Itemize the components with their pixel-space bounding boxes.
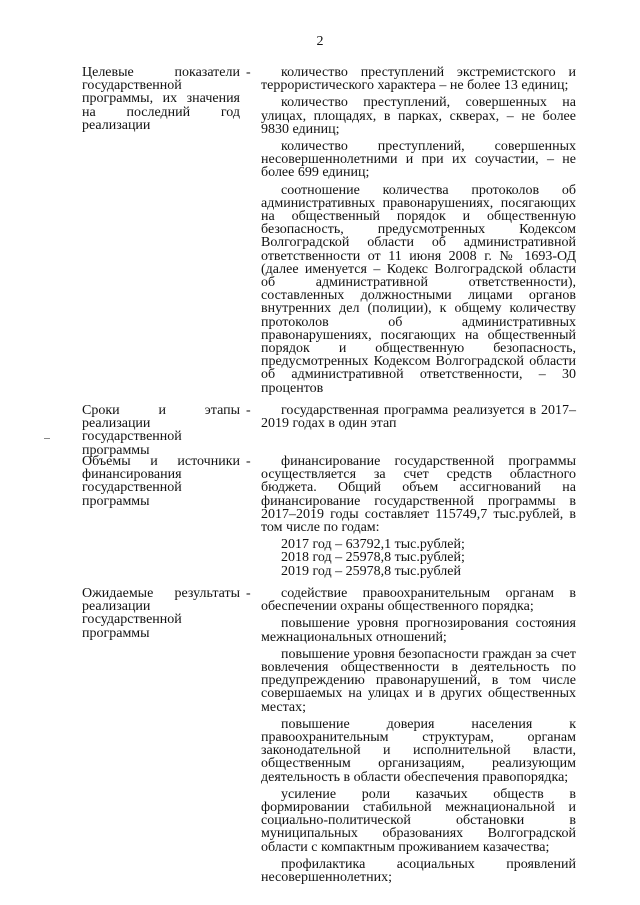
section-label: Ожидаемые результаты реализации государственной программы [82,586,240,641]
funding-year-line: 2019 год – 25978,8 тыс.рублей [281,563,461,579]
section-dash: - [246,586,251,601]
section-dash: - [246,65,251,80]
result-paragraph: усиление роли казачьих обществ в формировании стабильной межнациональной и социально-политической обстановки в муниципальных образованиях Волгоградской области с компактным проживанием казачества; [261,786,576,855]
funding-year-line: 2017 год – 63792,1 тыс.рублей; [281,537,465,553]
section-dash: - [246,454,251,469]
funding-paragraph: финансирование государственной программы осуществляется за счет средств областного бюджета. Общий объем ассигнований на финансирование государственной программы в 2017–2019 годы составляет 115749,7 тыс.рублей, в том числе по годам: [261,454,576,536]
margin-mark [44,438,50,439]
section-content [261,455,576,578]
result-paragraph: профилактика асоциальных проявлений несовершеннолетних; [261,856,576,886]
terms-paragraph: государственная программа реализуется в 2017–2019 годах в один этап [261,403,576,432]
section-label: Объемы и источники финансирования государственной программы [82,454,240,509]
section-content [261,66,576,399]
section-label: Сроки и этапы реализации государственной программы [82,403,240,458]
result-paragraph: повышение уровня прогнозирования состояния межнациональных отношений; [261,616,576,645]
indicator-paragraph: количество преступлений, совершенных несовершеннолетними и при их соучастии, – не более 699 единиц; [261,139,576,181]
section-content [261,587,576,888]
page-number: 2 [316,34,324,49]
result-paragraph: повышение доверия населения к правоохранительным структурам, органам законодательной и исполнительной власти, общественным организациям, реализующим деятельность в области обеспечения правопорядка; [261,716,576,785]
section-dash: - [246,403,251,418]
indicator-paragraph: количество преступлений, совершенных на улицах, площадях, в парках, скверах, – не более 9830 единиц; [261,95,576,137]
result-paragraph: содействие правоохранительным органам в обеспечении охраны общественного порядка; [261,586,576,615]
result-paragraph: повышение уровня безопасности граждан за счет вовлечения общественности в деятельность по предупреждению правонарушений, в том числе совершаемых на улицах и в других общественных местах; [261,646,576,715]
indicator-paragraph: количество преступлений экстремистского и террористического характера – не более 13 единиц; [261,65,576,94]
section-content [261,404,576,434]
funding-year-line: 2018 год – 25978,8 тыс.рублей; [281,550,465,566]
indicator-paragraph: соотношение количества протоколов об административных правонарушениях, посягающих на общественный порядок и общественную безопасность, предусмотренных Кодексом Волгоградской области об административной ответственности от 11 июня 2008 г. № 1693-ОД (далее именуется – Кодекс Волгоградской области об административной ответственности), составленных должностными лицами органов внутренних дел (полиции), к общему количеству протоколов об административных правонарушениях, посягающих на общественный порядок и общественную безопасность, предусмотренных Кодексом Волгоградской области об административной ответственности, – 30 процентов [261,182,576,396]
section-label: Целевые показатели государственной программы, их значения на последний год реализации [82,65,240,133]
